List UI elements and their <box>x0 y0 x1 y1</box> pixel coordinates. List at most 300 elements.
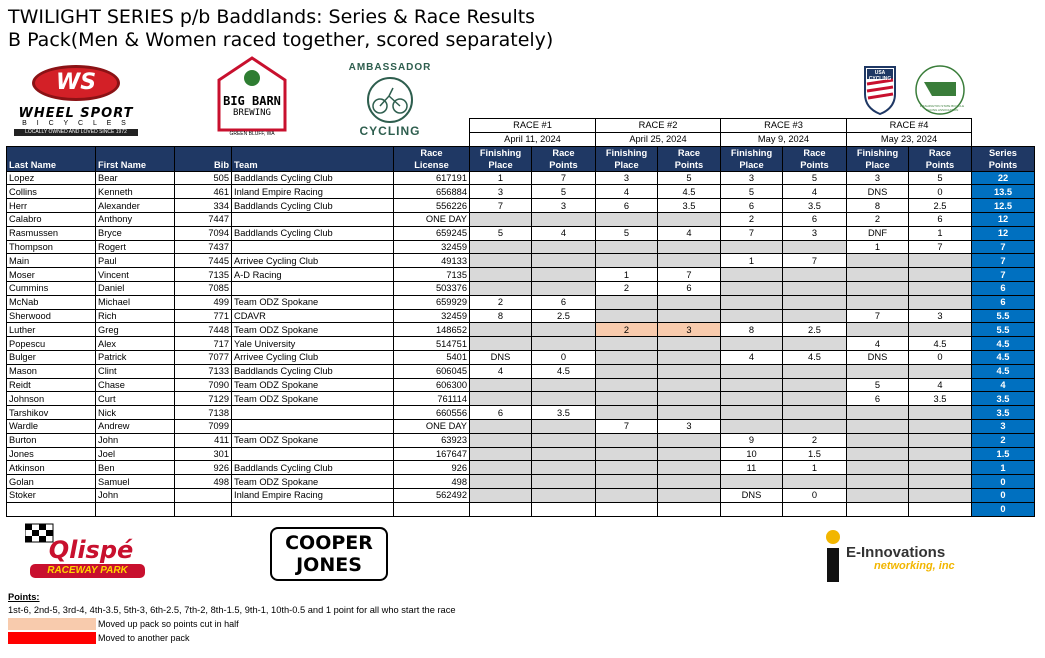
cell-r3-place: 8 <box>721 323 783 337</box>
cell-r1-place <box>470 281 532 295</box>
cell-r1-points: 6 <box>532 295 596 309</box>
cell-last-name: Lopez <box>7 171 96 185</box>
cell-team: Team ODZ Spokane <box>232 433 394 447</box>
cell-r1-points <box>532 461 596 475</box>
cell-r4-points <box>909 281 972 295</box>
cell-bib: 7099 <box>175 419 232 433</box>
cell-r1-place: 6 <box>470 406 532 420</box>
cell-r2-points <box>658 433 721 447</box>
column-header-row <box>7 146 1035 171</box>
table-row <box>7 406 1035 420</box>
cell-r2-place: 4 <box>596 185 658 199</box>
cell-first-name: Andrew <box>96 419 175 433</box>
cell-r4-points <box>909 295 972 309</box>
cell-team: Arrivee Cycling Club <box>232 254 394 268</box>
cell-team: Baddlands Cycling Club <box>232 199 394 213</box>
cell-r2-place <box>596 433 658 447</box>
cell-license: 63923 <box>394 433 470 447</box>
hdr-text: Race <box>803 147 826 158</box>
cell-last-name <box>7 502 96 516</box>
big-barn-sub: BREWING <box>233 108 271 118</box>
cell-license: 659245 <box>394 226 470 240</box>
cell-bib: 7094 <box>175 226 232 240</box>
col-r4-finish <box>847 146 909 171</box>
cell-team <box>232 447 394 461</box>
cell-last-name: Main <box>7 254 96 268</box>
cell-r3-points: 5 <box>783 171 847 185</box>
cell-r3-points: 4.5 <box>783 350 847 364</box>
hdr-text: Series <box>989 147 1017 158</box>
cell-r3-points: 0 <box>783 488 847 502</box>
cell-r1-place: 3 <box>470 185 532 199</box>
cell-r1-points <box>532 281 596 295</box>
cell-last-name: Wardle <box>7 419 96 433</box>
table-row <box>7 199 1035 213</box>
cell-series-points: 12 <box>972 226 1035 240</box>
cell-license: 503376 <box>394 281 470 295</box>
cell-r1-points: 0 <box>532 350 596 364</box>
cell-series-points: 13.5 <box>972 185 1035 199</box>
cell-r2-points: 4.5 <box>658 185 721 199</box>
cell-series-points: 7 <box>972 268 1035 282</box>
table-row <box>7 502 1035 516</box>
cell-r4-place: DNS <box>847 185 909 199</box>
cell-r1-place: 1 <box>470 171 532 185</box>
cell-r2-place: 7 <box>596 419 658 433</box>
cell-team <box>232 281 394 295</box>
cell-first-name: Alexander <box>96 199 175 213</box>
cell-r3-place <box>721 240 783 254</box>
cell-license <box>394 502 470 516</box>
cell-first-name: Michael <box>96 295 175 309</box>
cell-r2-points: 7 <box>658 268 721 282</box>
cell-first-name: Greg <box>96 323 175 337</box>
hdr-text: Finishing <box>605 147 648 158</box>
table-row <box>7 447 1035 461</box>
cell-license: 656884 <box>394 185 470 199</box>
cell-license: ONE DAY <box>394 212 470 226</box>
cell-r2-place <box>596 447 658 461</box>
cell-bib: 7135 <box>175 268 232 282</box>
cell-team: Team ODZ Spokane <box>232 475 394 489</box>
cell-r2-points <box>658 254 721 268</box>
cell-last-name: Bulger <box>7 350 96 364</box>
cell-r4-place <box>847 419 909 433</box>
points-scheme: 1st-6, 2nd-5, 3rd-4, 4th-3.5, 5th-3, 6th-2.5, 7th-2, 8th-1.5, 9th-1, 10th-0.5 and 1 point for all who start the race <box>8 605 456 615</box>
cell-bib: 7129 <box>175 392 232 406</box>
cell-r4-place: 6 <box>847 392 909 406</box>
cell-r2-points: 3.5 <box>658 199 721 213</box>
cell-r3-place: DNS <box>721 488 783 502</box>
moved-other-swatch <box>8 632 96 644</box>
cell-r3-points <box>783 268 847 282</box>
cell-license: 5401 <box>394 350 470 364</box>
cell-bib: 411 <box>175 433 232 447</box>
cell-r2-points <box>658 378 721 392</box>
cell-series-points: 1.5 <box>972 447 1035 461</box>
cell-bib: 499 <box>175 295 232 309</box>
cell-r3-points <box>783 240 847 254</box>
col-r2-finish <box>596 146 658 171</box>
cell-bib: 7077 <box>175 350 232 364</box>
cell-license: ONE DAY <box>394 419 470 433</box>
cell-series-points: 0 <box>972 488 1035 502</box>
cell-r1-place <box>470 378 532 392</box>
usa-cycling-text: USA CYCLING <box>868 70 892 82</box>
cell-r3-place <box>721 502 783 516</box>
cell-series-points: 6 <box>972 295 1035 309</box>
cell-first-name: Ben <box>96 461 175 475</box>
cell-license: 926 <box>394 461 470 475</box>
cell-first-name: Samuel <box>96 475 175 489</box>
e-innovations-logo <box>818 528 968 584</box>
race-2-label: RACE #2 <box>596 119 721 133</box>
cell-last-name: Herr <box>7 199 96 213</box>
col-r1-finish <box>470 146 532 171</box>
col-race-license <box>394 146 470 171</box>
table-row <box>7 171 1035 185</box>
cell-series-points: 3 <box>972 419 1035 433</box>
cell-r2-points <box>658 212 721 226</box>
cell-r2-place <box>596 240 658 254</box>
cell-r1-points <box>532 502 596 516</box>
cell-r4-place: 5 <box>847 378 909 392</box>
cell-r3-points <box>783 378 847 392</box>
cell-bib: 717 <box>175 337 232 351</box>
cell-r4-place: 3 <box>847 171 909 185</box>
cell-team: Baddlands Cycling Club <box>232 226 394 240</box>
cell-r4-place: DNF <box>847 226 909 240</box>
table-row <box>7 185 1035 199</box>
legend-moved-other <box>8 632 308 646</box>
cell-team: Arrivee Cycling Club <box>232 350 394 364</box>
qlispe-raceway-logo <box>25 522 150 586</box>
table-row <box>7 461 1035 475</box>
points-title: Points: <box>8 592 40 602</box>
cell-r3-place <box>721 309 783 323</box>
cell-last-name: Sherwood <box>7 309 96 323</box>
cell-team: CDAVR <box>232 309 394 323</box>
race-4-label: RACE #4 <box>847 119 972 133</box>
cell-r4-place <box>847 502 909 516</box>
cell-bib: 498 <box>175 475 232 489</box>
cell-r1-points: 7 <box>532 171 596 185</box>
cell-r4-points <box>909 461 972 475</box>
moved-up-swatch <box>8 618 96 630</box>
cell-r1-place: 8 <box>470 309 532 323</box>
cell-last-name: Atkinson <box>7 461 96 475</box>
cell-r1-place <box>470 337 532 351</box>
cell-r1-place <box>470 323 532 337</box>
cell-series-points: 7 <box>972 240 1035 254</box>
cell-r3-points <box>783 406 847 420</box>
cell-bib: 926 <box>175 461 232 475</box>
cell-license: 167647 <box>394 447 470 461</box>
cell-license: 606045 <box>394 364 470 378</box>
big-barn-location: GREEN BLUFF, WA <box>229 131 275 137</box>
wsbra-text: WASHINGTON STATE BICYCLE RACING ASSOCIATION <box>919 104 965 112</box>
cell-r4-points <box>909 502 972 516</box>
cell-r4-points <box>909 447 972 461</box>
cell-license: 606300 <box>394 378 470 392</box>
table-row <box>7 433 1035 447</box>
table-row <box>7 337 1035 351</box>
cell-r3-place: 2 <box>721 212 783 226</box>
cell-series-points: 2 <box>972 433 1035 447</box>
cell-r4-points <box>909 406 972 420</box>
cell-r2-points <box>658 364 721 378</box>
cell-r2-place <box>596 461 658 475</box>
hdr-text: Finishing <box>479 147 522 158</box>
cell-license: 660556 <box>394 406 470 420</box>
e-innovations-name: E-Innovations <box>846 544 946 561</box>
cell-r1-place <box>470 488 532 502</box>
table-row <box>7 309 1035 323</box>
cell-r3-place <box>721 406 783 420</box>
table-row <box>7 212 1035 226</box>
cell-r2-place <box>596 212 658 226</box>
cell-r4-points <box>909 364 972 378</box>
table-row <box>7 323 1035 337</box>
cell-r4-place: DNS <box>847 350 909 364</box>
cell-r3-place: 9 <box>721 433 783 447</box>
cell-first-name: Bear <box>96 171 175 185</box>
cell-r3-points <box>783 392 847 406</box>
cell-team: Baddlands Cycling Club <box>232 461 394 475</box>
cell-r1-place <box>470 475 532 489</box>
cell-series-points: 4.5 <box>972 364 1035 378</box>
cell-series-points: 7 <box>972 254 1035 268</box>
cell-r2-place <box>596 254 658 268</box>
cell-r4-points <box>909 475 972 489</box>
col-r3-points <box>783 146 847 171</box>
cell-first-name: Kenneth <box>96 185 175 199</box>
cell-team <box>232 406 394 420</box>
cell-r2-points: 4 <box>658 226 721 240</box>
cell-r1-points: 3.5 <box>532 406 596 420</box>
cell-r3-points: 2.5 <box>783 323 847 337</box>
cell-last-name: Luther <box>7 323 96 337</box>
cell-r1-points <box>532 240 596 254</box>
cell-r2-place: 2 <box>596 281 658 295</box>
cell-first-name: John <box>96 488 175 502</box>
cell-r3-place: 7 <box>721 226 783 240</box>
cell-r2-place <box>596 378 658 392</box>
cell-r3-points: 1.5 <box>783 447 847 461</box>
cell-r4-place: 7 <box>847 309 909 323</box>
cell-team: Inland Empire Racing <box>232 185 394 199</box>
cell-series-points: 1 <box>972 461 1035 475</box>
cell-r3-points: 7 <box>783 254 847 268</box>
cell-team: Team ODZ Spokane <box>232 392 394 406</box>
cell-r1-place <box>470 392 532 406</box>
cell-first-name: Patrick <box>96 350 175 364</box>
cell-team <box>232 212 394 226</box>
race-date-row <box>7 132 1035 146</box>
cell-bib: 334 <box>175 199 232 213</box>
cell-r2-points <box>658 406 721 420</box>
cell-r3-points <box>783 364 847 378</box>
cell-r3-place: 10 <box>721 447 783 461</box>
cell-r1-place: 5 <box>470 226 532 240</box>
cell-series-points: 4 <box>972 378 1035 392</box>
cell-r3-place <box>721 378 783 392</box>
cell-team <box>232 502 394 516</box>
cell-r4-points: 7 <box>909 240 972 254</box>
cell-license: 7135 <box>394 268 470 282</box>
cell-r4-points <box>909 254 972 268</box>
cell-team <box>232 419 394 433</box>
cell-r3-points <box>783 419 847 433</box>
cell-r4-points <box>909 323 972 337</box>
col-last-name: Last Name <box>7 146 96 171</box>
cell-license: 32459 <box>394 240 470 254</box>
hdr-text: Finishing <box>856 147 899 158</box>
cell-team: Baddlands Cycling Club <box>232 364 394 378</box>
col-r2-points <box>658 146 721 171</box>
cell-first-name: Joel <box>96 447 175 461</box>
cell-series-points: 12.5 <box>972 199 1035 213</box>
col-team: Team <box>232 146 394 171</box>
cell-r2-points <box>658 295 721 309</box>
cooper-text: COOPER <box>285 532 373 554</box>
cell-r2-place: 6 <box>596 199 658 213</box>
cell-r3-points: 3.5 <box>783 199 847 213</box>
cell-r2-points: 6 <box>658 281 721 295</box>
table-row <box>7 378 1035 392</box>
cell-r4-place <box>847 295 909 309</box>
cell-r3-points <box>783 309 847 323</box>
cell-first-name: Chase <box>96 378 175 392</box>
cell-r2-place <box>596 502 658 516</box>
cell-r2-place <box>596 392 658 406</box>
col-bib: Bib <box>175 146 232 171</box>
table-row <box>7 488 1035 502</box>
jones-text: JONES <box>296 554 362 576</box>
cell-series-points: 4.5 <box>972 337 1035 351</box>
hdr-text: Points <box>674 159 704 170</box>
cell-r3-place <box>721 392 783 406</box>
race-1-label: RACE #1 <box>470 119 596 133</box>
cell-r2-place: 2 <box>596 323 658 337</box>
cell-team: Inland Empire Racing <box>232 488 394 502</box>
cell-r1-place: 7 <box>470 199 532 213</box>
cell-series-points: 0 <box>972 502 1035 516</box>
wheel-sport-sub: B I C Y C L E S <box>22 120 130 127</box>
cell-r2-place <box>596 309 658 323</box>
cell-r3-place: 4 <box>721 350 783 364</box>
cell-r3-place: 11 <box>721 461 783 475</box>
cell-r1-points: 3 <box>532 199 596 213</box>
cell-r3-place <box>721 295 783 309</box>
race-3-label: RACE #3 <box>721 119 847 133</box>
cell-r3-place <box>721 337 783 351</box>
cell-r4-points <box>909 268 972 282</box>
cell-r4-place: 1 <box>847 240 909 254</box>
cell-bib: 771 <box>175 309 232 323</box>
cell-bib: 7448 <box>175 323 232 337</box>
cell-r4-points: 4 <box>909 378 972 392</box>
cell-team: A-D Racing <box>232 268 394 282</box>
table-row <box>7 419 1035 433</box>
cell-r2-points <box>658 337 721 351</box>
cell-team <box>232 240 394 254</box>
cell-r1-points: 4 <box>532 226 596 240</box>
table-row <box>7 226 1035 240</box>
cell-r1-points <box>532 392 596 406</box>
cell-r4-points: 0 <box>909 350 972 364</box>
ambassador-top-text: AMBASSADOR <box>348 62 432 73</box>
col-r1-points <box>532 146 596 171</box>
cell-r2-points <box>658 475 721 489</box>
race-2-date: April 25, 2024 <box>596 132 721 146</box>
col-race-license-line2: License <box>414 159 449 170</box>
cell-r1-place <box>470 433 532 447</box>
cell-r3-points: 3 <box>783 226 847 240</box>
cell-first-name: Paul <box>96 254 175 268</box>
cell-r1-place <box>470 461 532 475</box>
cell-r1-points <box>532 488 596 502</box>
cell-license: 556226 <box>394 199 470 213</box>
cell-bib: 301 <box>175 447 232 461</box>
cell-r1-points <box>532 254 596 268</box>
cell-license: 617191 <box>394 171 470 185</box>
cell-team: Team ODZ Spokane <box>232 323 394 337</box>
cell-bib: 7138 <box>175 406 232 420</box>
cell-r4-place <box>847 447 909 461</box>
cell-r4-place <box>847 475 909 489</box>
race-1-date: April 11, 2024 <box>470 132 596 146</box>
cell-r4-points: 2.5 <box>909 199 972 213</box>
cell-r2-points: 3 <box>658 323 721 337</box>
cell-last-name: Jones <box>7 447 96 461</box>
cell-r2-points <box>658 461 721 475</box>
hdr-text: Place <box>614 159 639 170</box>
cell-r3-place: 6 <box>721 199 783 213</box>
cell-r2-points <box>658 447 721 461</box>
cell-r1-place <box>470 268 532 282</box>
cell-first-name: Alex <box>96 337 175 351</box>
cell-license: 659929 <box>394 295 470 309</box>
cell-last-name: Calabro <box>7 212 96 226</box>
cell-r3-points: 2 <box>783 433 847 447</box>
cell-r1-points <box>532 323 596 337</box>
title-line-1: TWILIGHT SERIES p/b Baddlands: Series & Race Results <box>8 6 536 28</box>
cell-last-name: Collins <box>7 185 96 199</box>
hdr-text: Points <box>988 159 1018 170</box>
cell-first-name: Nick <box>96 406 175 420</box>
cell-r2-place: 1 <box>596 268 658 282</box>
cell-r3-points <box>783 281 847 295</box>
cell-license: 514751 <box>394 337 470 351</box>
table-row <box>7 268 1035 282</box>
cell-first-name: Vincent <box>96 268 175 282</box>
cell-series-points: 12 <box>972 212 1035 226</box>
cell-r4-place <box>847 433 909 447</box>
cell-r4-points <box>909 433 972 447</box>
cell-bib: 461 <box>175 185 232 199</box>
cell-last-name: Stoker <box>7 488 96 502</box>
cell-last-name: Tarshikov <box>7 406 96 420</box>
cell-r4-points <box>909 488 972 502</box>
cell-r2-points: 3 <box>658 419 721 433</box>
cell-series-points: 5.5 <box>972 309 1035 323</box>
cell-r4-points: 6 <box>909 212 972 226</box>
cell-last-name: Mason <box>7 364 96 378</box>
hdr-text: Race <box>677 147 701 158</box>
cell-last-name: Cummins <box>7 281 96 295</box>
cell-first-name: Rich <box>96 309 175 323</box>
